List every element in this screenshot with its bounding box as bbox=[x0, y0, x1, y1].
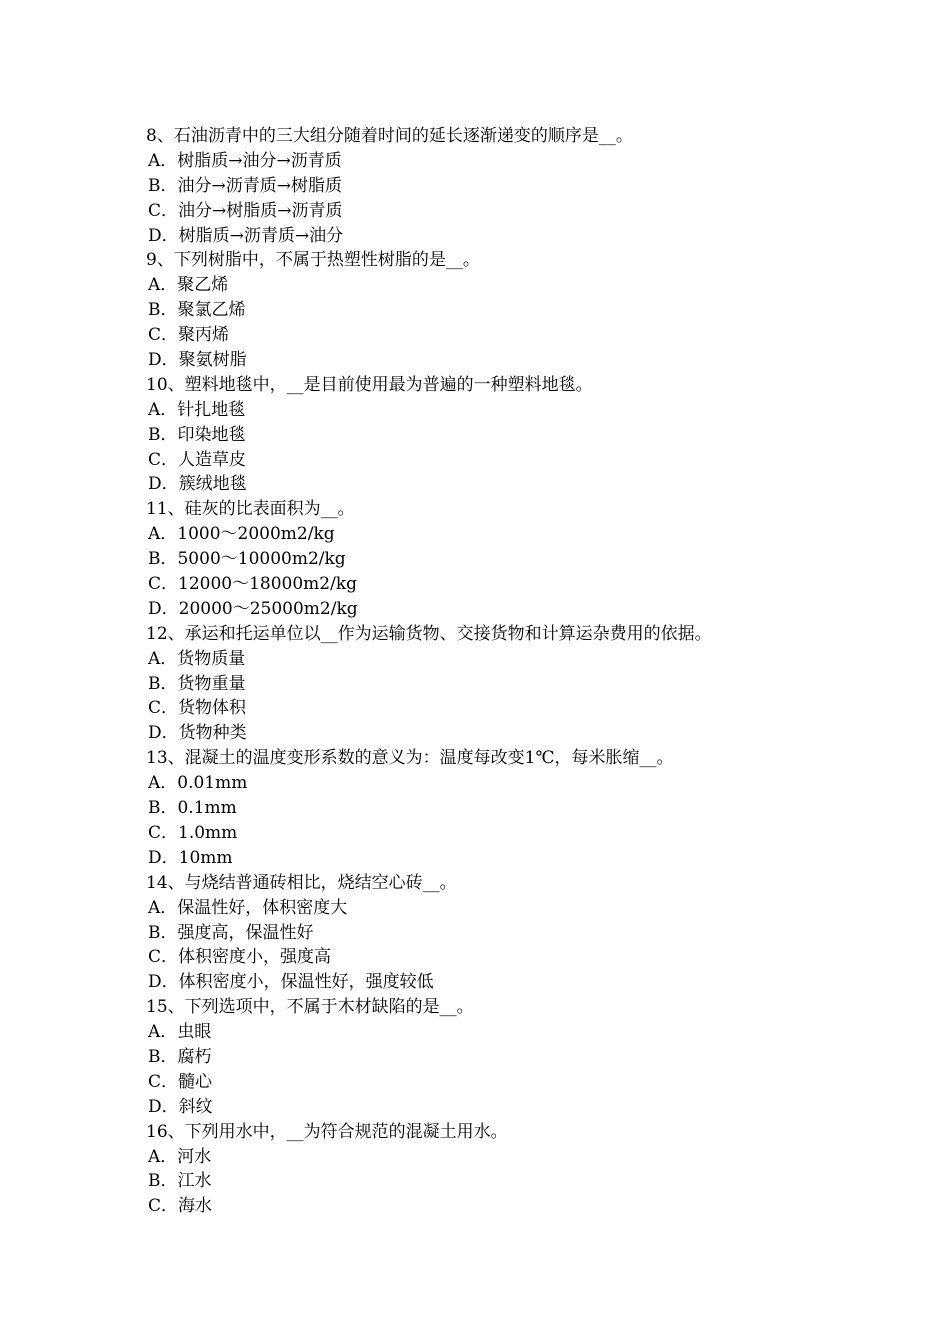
question-8 bbox=[146, 124, 846, 248]
option-a: A．0.01mm bbox=[148, 773, 248, 794]
option-c: C．聚丙烯 bbox=[148, 325, 230, 346]
question-stem: 13、混凝土的温度变形系数的意义为：温度每改变1℃，每米胀缩__。 bbox=[146, 748, 674, 769]
question-stem: 15、下列选项中，不属于木材缺陷的是__。 bbox=[146, 997, 474, 1018]
option-a: A．1000～2000m2/kg bbox=[148, 524, 335, 545]
question-stem: 8、石油沥青中的三大组分随着时间的延长逐渐递变的顺序是__。 bbox=[146, 126, 633, 146]
question-16 bbox=[146, 1120, 846, 1220]
option-c: C．体积密度小，强度高 bbox=[148, 947, 332, 968]
question-stem: 12、承运和托运单位以__作为运输货物、交接货物和计算运杂费用的依据。 bbox=[146, 623, 712, 644]
option-d: D．20000～25000m2/kg bbox=[148, 598, 358, 619]
option-d: D．树脂质→沥青质→油分 bbox=[148, 225, 344, 246]
option-b: B．5000～10000m2/kg bbox=[148, 549, 346, 570]
option-c: C．油分→树脂质→沥青质 bbox=[148, 200, 343, 221]
question-stem: 16、下列用水中，__为符合规范的混凝土用水。 bbox=[146, 1121, 508, 1142]
option-d: D．聚氨树脂 bbox=[148, 350, 247, 371]
option-c: C．人造草皮 bbox=[148, 449, 247, 470]
option-a: A．保温性好，体积密度大 bbox=[148, 897, 348, 918]
question-stem: 10、塑料地毯中，__是目前使用最为普遍的一种塑料地毯。 bbox=[146, 374, 593, 395]
option-c: C．12000～18000m2/kg bbox=[148, 574, 358, 595]
question-list bbox=[146, 124, 846, 1219]
option-a: A．虫眼 bbox=[148, 1022, 212, 1043]
option-d: D．簇绒地毯 bbox=[148, 474, 247, 495]
option-c: C．髓心 bbox=[148, 1071, 213, 1092]
option-d: D．货物种类 bbox=[148, 723, 247, 744]
question-stem: 14、与烧结普通砖相比，烧结空心砖__。 bbox=[146, 872, 457, 893]
option-d: D．体积密度小，保温性好，强度较低 bbox=[148, 972, 434, 993]
option-a: A．河水 bbox=[148, 1146, 212, 1167]
question-9 bbox=[146, 248, 846, 372]
question-15 bbox=[146, 995, 846, 1119]
question-stem: 11、硅灰的比表面积为__。 bbox=[146, 499, 355, 520]
option-a: A．货物质量 bbox=[148, 648, 246, 669]
option-b: B．强度高，保温性好 bbox=[148, 922, 314, 943]
option-b: B．印染地毯 bbox=[148, 424, 246, 445]
question-14 bbox=[146, 871, 846, 995]
option-b: B．腐朽 bbox=[148, 1046, 212, 1067]
question-12 bbox=[146, 622, 846, 746]
option-b: B．江水 bbox=[148, 1171, 212, 1192]
option-d: D．10mm bbox=[148, 847, 233, 868]
option-b: B．0.1mm bbox=[148, 798, 237, 819]
option-c: C．货物体积 bbox=[148, 698, 247, 719]
option-c: C．海水 bbox=[148, 1196, 213, 1217]
option-a: A．树脂质→油分→沥青质 bbox=[148, 150, 342, 171]
option-d: D．斜纹 bbox=[148, 1096, 213, 1117]
option-a: A．针扎地毯 bbox=[148, 399, 246, 420]
option-a: A．聚乙烯 bbox=[148, 275, 229, 296]
option-b: B．货物重量 bbox=[148, 673, 246, 694]
option-b: B．油分→沥青质→树脂质 bbox=[148, 175, 342, 196]
question-13 bbox=[146, 746, 846, 870]
question-stem: 9、下列树脂中，不属于热塑性树脂的是__。 bbox=[146, 250, 480, 271]
question-11 bbox=[146, 497, 846, 621]
option-c: C．1.0mm bbox=[148, 822, 238, 843]
question-10 bbox=[146, 373, 846, 497]
option-b: B．聚氯乙烯 bbox=[148, 300, 246, 321]
